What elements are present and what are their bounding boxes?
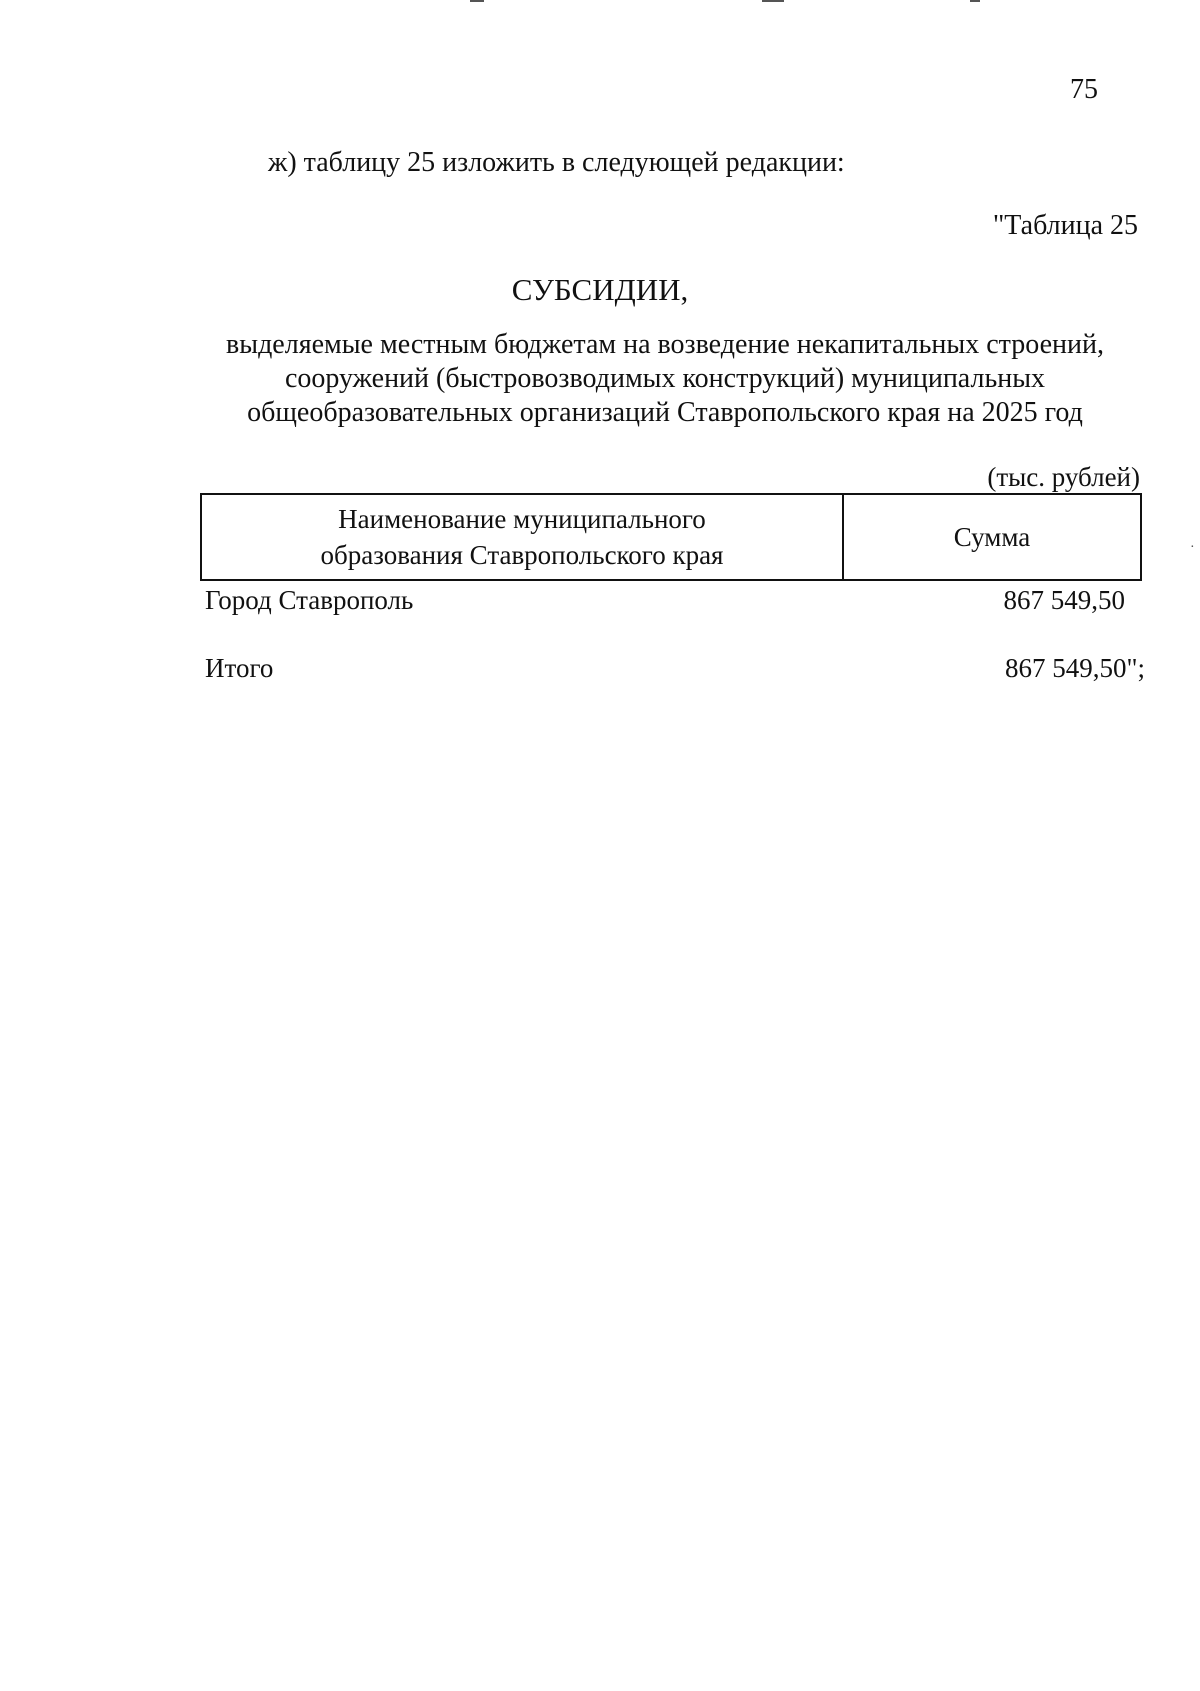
scan-artifact [762, 0, 784, 2]
scan-artifact [470, 0, 484, 2]
document-subtitle [190, 328, 1140, 430]
page-number: 75 [1070, 74, 1098, 105]
header-name-line: Наименование муниципального [338, 504, 706, 534]
total-label: Итого [205, 653, 274, 683]
subtitle-line: сооружений (быстровозводимых конструкций) муниципальных [284, 363, 1046, 394]
document-title: СУБСИДИИ, [511, 272, 689, 307]
units-label: (тыс. рублей) [987, 462, 1140, 492]
row-name: Город Ставрополь [205, 585, 414, 615]
total-sum: 867 549,50"; [1004, 653, 1145, 683]
row-sum: 867 549,50 [1003, 585, 1125, 615]
header-name-line: образования Ставропольского края [320, 540, 724, 570]
table-label: "Таблица 25 [992, 210, 1138, 241]
table-header [200, 493, 1142, 581]
subtitle-line: общеобразовательных организаций Ставропольского края на 2025 год [247, 397, 1083, 428]
subtitle-line: выделяемые местным бюджетам на возведение некапитальных строений, [226, 329, 1104, 360]
header-sum-cell: Сумма [953, 522, 1031, 552]
scan-artifact [970, 0, 980, 2]
margin-mark: · [1190, 540, 1195, 555]
intro-text: ж) таблицу 25 изложить в следующей редакции: [268, 147, 845, 178]
header-name-cell [202, 495, 844, 579]
